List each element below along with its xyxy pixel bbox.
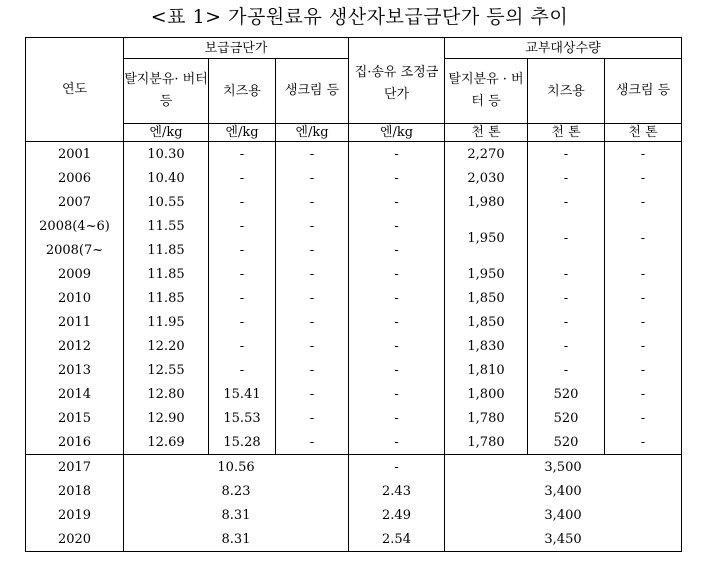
butter-cell: 11.85 bbox=[124, 262, 209, 286]
table-row bbox=[26, 190, 682, 214]
cheese-cell: - bbox=[209, 262, 276, 286]
cream-cell: - bbox=[276, 190, 349, 214]
quota-cream-cell: - bbox=[605, 406, 682, 430]
quota-cheese-cell: - bbox=[528, 166, 605, 190]
table-row bbox=[26, 503, 682, 527]
subsidy-merged-cell: 10.56 bbox=[124, 455, 349, 480]
quota-merged-cell: 3,400 bbox=[445, 479, 682, 503]
year-cell: 2007 bbox=[26, 190, 124, 214]
quota-butter-cell: 1,980 bbox=[445, 190, 528, 214]
header-price-adjustment: 집·송유 조정금단가 bbox=[349, 38, 445, 124]
adjustment-cell: - bbox=[349, 238, 445, 262]
unit-quota-butter: 천 톤 bbox=[445, 124, 528, 142]
butter-cell: 12.69 bbox=[124, 430, 209, 455]
butter-cell: 11.85 bbox=[124, 238, 209, 262]
header-quota-butter: 탈지분유 · 버터 등 bbox=[445, 59, 528, 124]
table-row bbox=[26, 358, 682, 382]
butter-cell: 10.30 bbox=[124, 142, 209, 167]
quota-cream-cell: - bbox=[605, 142, 682, 167]
cream-cell: - bbox=[276, 358, 349, 382]
table-row bbox=[26, 166, 682, 190]
adjustment-cell: - bbox=[349, 286, 445, 310]
butter-cell: 12.90 bbox=[124, 406, 209, 430]
quota-cream-cell: - bbox=[605, 214, 682, 262]
quota-butter-cell: 1,800 bbox=[445, 382, 528, 406]
cheese-cell: - bbox=[209, 310, 276, 334]
adjustment-cell: - bbox=[349, 334, 445, 358]
quota-cream-cell: - bbox=[605, 310, 682, 334]
quota-cheese-cell: - bbox=[528, 334, 605, 358]
table-row bbox=[26, 286, 682, 310]
year-cell: 2001 bbox=[26, 142, 124, 167]
adjustment-cell: 2.49 bbox=[349, 503, 445, 527]
year-cell: 2014 bbox=[26, 382, 124, 406]
year-cell: 2017 bbox=[26, 455, 124, 480]
adjustment-cell: - bbox=[349, 142, 445, 167]
year-cell: 2019 bbox=[26, 503, 124, 527]
header-butter: 탈지분유· 버터 등 bbox=[124, 59, 209, 124]
header-quota-group: 교부대상수량 bbox=[445, 38, 682, 59]
cream-cell: - bbox=[276, 286, 349, 310]
adjustment-cell: 2.54 bbox=[349, 527, 445, 552]
quota-cream-cell: - bbox=[605, 286, 682, 310]
cheese-cell: - bbox=[209, 214, 276, 238]
quota-butter-cell: 1,850 bbox=[445, 286, 528, 310]
quota-butter-cell: 1,950 bbox=[445, 214, 528, 262]
year-cell: 2013 bbox=[26, 358, 124, 382]
quota-butter-cell: 1,780 bbox=[445, 406, 528, 430]
cream-cell: - bbox=[276, 214, 349, 238]
adjustment-cell: - bbox=[349, 190, 445, 214]
quota-cheese-cell: - bbox=[528, 286, 605, 310]
subsidy-merged-cell: 8.23 bbox=[124, 479, 349, 503]
quota-cheese-cell: 520 bbox=[528, 382, 605, 406]
year-cell: 2015 bbox=[26, 406, 124, 430]
adjustment-cell: - bbox=[349, 310, 445, 334]
quota-cheese-cell: - bbox=[528, 214, 605, 262]
cheese-cell: - bbox=[209, 286, 276, 310]
butter-cell: 10.55 bbox=[124, 190, 209, 214]
adjustment-cell: - bbox=[349, 406, 445, 430]
cheese-cell: - bbox=[209, 142, 276, 167]
header-cheese: 치즈용 bbox=[209, 59, 276, 124]
unit-quota-cheese: 천 톤 bbox=[528, 124, 605, 142]
adjustment-cell: - bbox=[349, 166, 445, 190]
year-cell: 2009 bbox=[26, 262, 124, 286]
subsidy-merged-cell: 8.31 bbox=[124, 503, 349, 527]
header-quota-cheese: 치즈용 bbox=[528, 59, 605, 124]
year-cell: 2010 bbox=[26, 286, 124, 310]
cream-cell: - bbox=[276, 310, 349, 334]
quota-cheese-cell: - bbox=[528, 310, 605, 334]
year-cell: 2012 bbox=[26, 334, 124, 358]
quota-cream-cell: - bbox=[605, 382, 682, 406]
table-row bbox=[26, 310, 682, 334]
quota-cheese-cell: - bbox=[528, 190, 605, 214]
cream-cell: - bbox=[276, 166, 349, 190]
cream-cell: - bbox=[276, 142, 349, 167]
adjustment-cell: - bbox=[349, 358, 445, 382]
table-row bbox=[26, 334, 682, 358]
quota-cheese-cell: - bbox=[528, 142, 605, 167]
butter-cell: 12.20 bbox=[124, 334, 209, 358]
cheese-cell: 15.41 bbox=[209, 382, 276, 406]
butter-cell: 12.80 bbox=[124, 382, 209, 406]
year-cell: 2006 bbox=[26, 166, 124, 190]
quota-cheese-cell: - bbox=[528, 262, 605, 286]
cream-cell: - bbox=[276, 238, 349, 262]
header-year: 연도 bbox=[26, 38, 124, 142]
quota-butter-cell: 1,950 bbox=[445, 262, 528, 286]
butter-cell: 11.55 bbox=[124, 214, 209, 238]
unit-adjustment: 엔/kg bbox=[349, 124, 445, 142]
header-cream: 생크림 등 bbox=[276, 59, 349, 124]
cheese-cell: - bbox=[209, 190, 276, 214]
butter-cell: 12.55 bbox=[124, 358, 209, 382]
unit-quota-cream: 천 톤 bbox=[605, 124, 682, 142]
cream-cell: - bbox=[276, 262, 349, 286]
table-row bbox=[26, 382, 682, 406]
year-cell: 2016 bbox=[26, 430, 124, 455]
year-cell: 2011 bbox=[26, 310, 124, 334]
unit-cream: 엔/kg bbox=[276, 124, 349, 142]
butter-cell: 11.95 bbox=[124, 310, 209, 334]
cheese-cell: 15.28 bbox=[209, 430, 276, 455]
butter-cell: 10.40 bbox=[124, 166, 209, 190]
quota-cream-cell: - bbox=[605, 358, 682, 382]
table-row bbox=[26, 455, 682, 480]
subsidy-merged-cell: 8.31 bbox=[124, 527, 349, 552]
unit-butter: 엔/kg bbox=[124, 124, 209, 142]
table-row bbox=[26, 406, 682, 430]
cheese-cell: - bbox=[209, 166, 276, 190]
cheese-cell: - bbox=[209, 358, 276, 382]
header-quota-cream: 생크림 등 bbox=[605, 59, 682, 124]
quota-cream-cell: - bbox=[605, 334, 682, 358]
adjustment-cell: - bbox=[349, 382, 445, 406]
year-cell: 2020 bbox=[26, 527, 124, 552]
quota-cheese-cell: 520 bbox=[528, 430, 605, 455]
quota-cream-cell: - bbox=[605, 190, 682, 214]
quota-butter-cell: 2,030 bbox=[445, 166, 528, 190]
cheese-cell: - bbox=[209, 334, 276, 358]
unit-cheese: 엔/kg bbox=[209, 124, 276, 142]
cream-cell: - bbox=[276, 382, 349, 406]
year-cell: 2008(4~6) bbox=[26, 214, 124, 238]
quota-butter-cell: 1,810 bbox=[445, 358, 528, 382]
butter-cell: 11.85 bbox=[124, 286, 209, 310]
adjustment-cell: - bbox=[349, 262, 445, 286]
table-row bbox=[26, 430, 682, 455]
adjustment-cell: - bbox=[349, 214, 445, 238]
quota-merged-cell: 3,500 bbox=[445, 455, 682, 480]
milk-subsidy-table bbox=[25, 37, 682, 552]
header-subsidy-group: 보급금단가 bbox=[124, 38, 349, 59]
quota-merged-cell: 3,400 bbox=[445, 503, 682, 527]
table-row bbox=[26, 142, 682, 167]
year-cell: 2008(7~ bbox=[26, 238, 124, 262]
table-row bbox=[26, 214, 682, 238]
adjustment-cell: - bbox=[349, 430, 445, 455]
quota-butter-cell: 1,830 bbox=[445, 334, 528, 358]
quota-cheese-cell: - bbox=[528, 358, 605, 382]
year-cell: 2018 bbox=[26, 479, 124, 503]
table-row bbox=[26, 479, 682, 503]
cream-cell: - bbox=[276, 406, 349, 430]
quota-butter-cell: 1,780 bbox=[445, 430, 528, 455]
table-title: <표 1> 가공원료유 생산자보급금단가 등의 추이 bbox=[150, 6, 569, 28]
quota-cream-cell: - bbox=[605, 430, 682, 455]
quota-merged-cell: 3,450 bbox=[445, 527, 682, 552]
quota-butter-cell: 2,270 bbox=[445, 142, 528, 167]
quota-cheese-cell: 520 bbox=[528, 406, 605, 430]
adjustment-cell: - bbox=[349, 455, 445, 480]
cream-cell: - bbox=[276, 334, 349, 358]
quota-cream-cell: - bbox=[605, 262, 682, 286]
adjustment-cell: 2.43 bbox=[349, 479, 445, 503]
cheese-cell: - bbox=[209, 238, 276, 262]
table-row bbox=[26, 527, 682, 552]
quota-cream-cell: - bbox=[605, 166, 682, 190]
cream-cell: - bbox=[276, 430, 349, 455]
cheese-cell: 15.53 bbox=[209, 406, 276, 430]
table-row bbox=[26, 262, 682, 286]
quota-butter-cell: 1,850 bbox=[445, 310, 528, 334]
